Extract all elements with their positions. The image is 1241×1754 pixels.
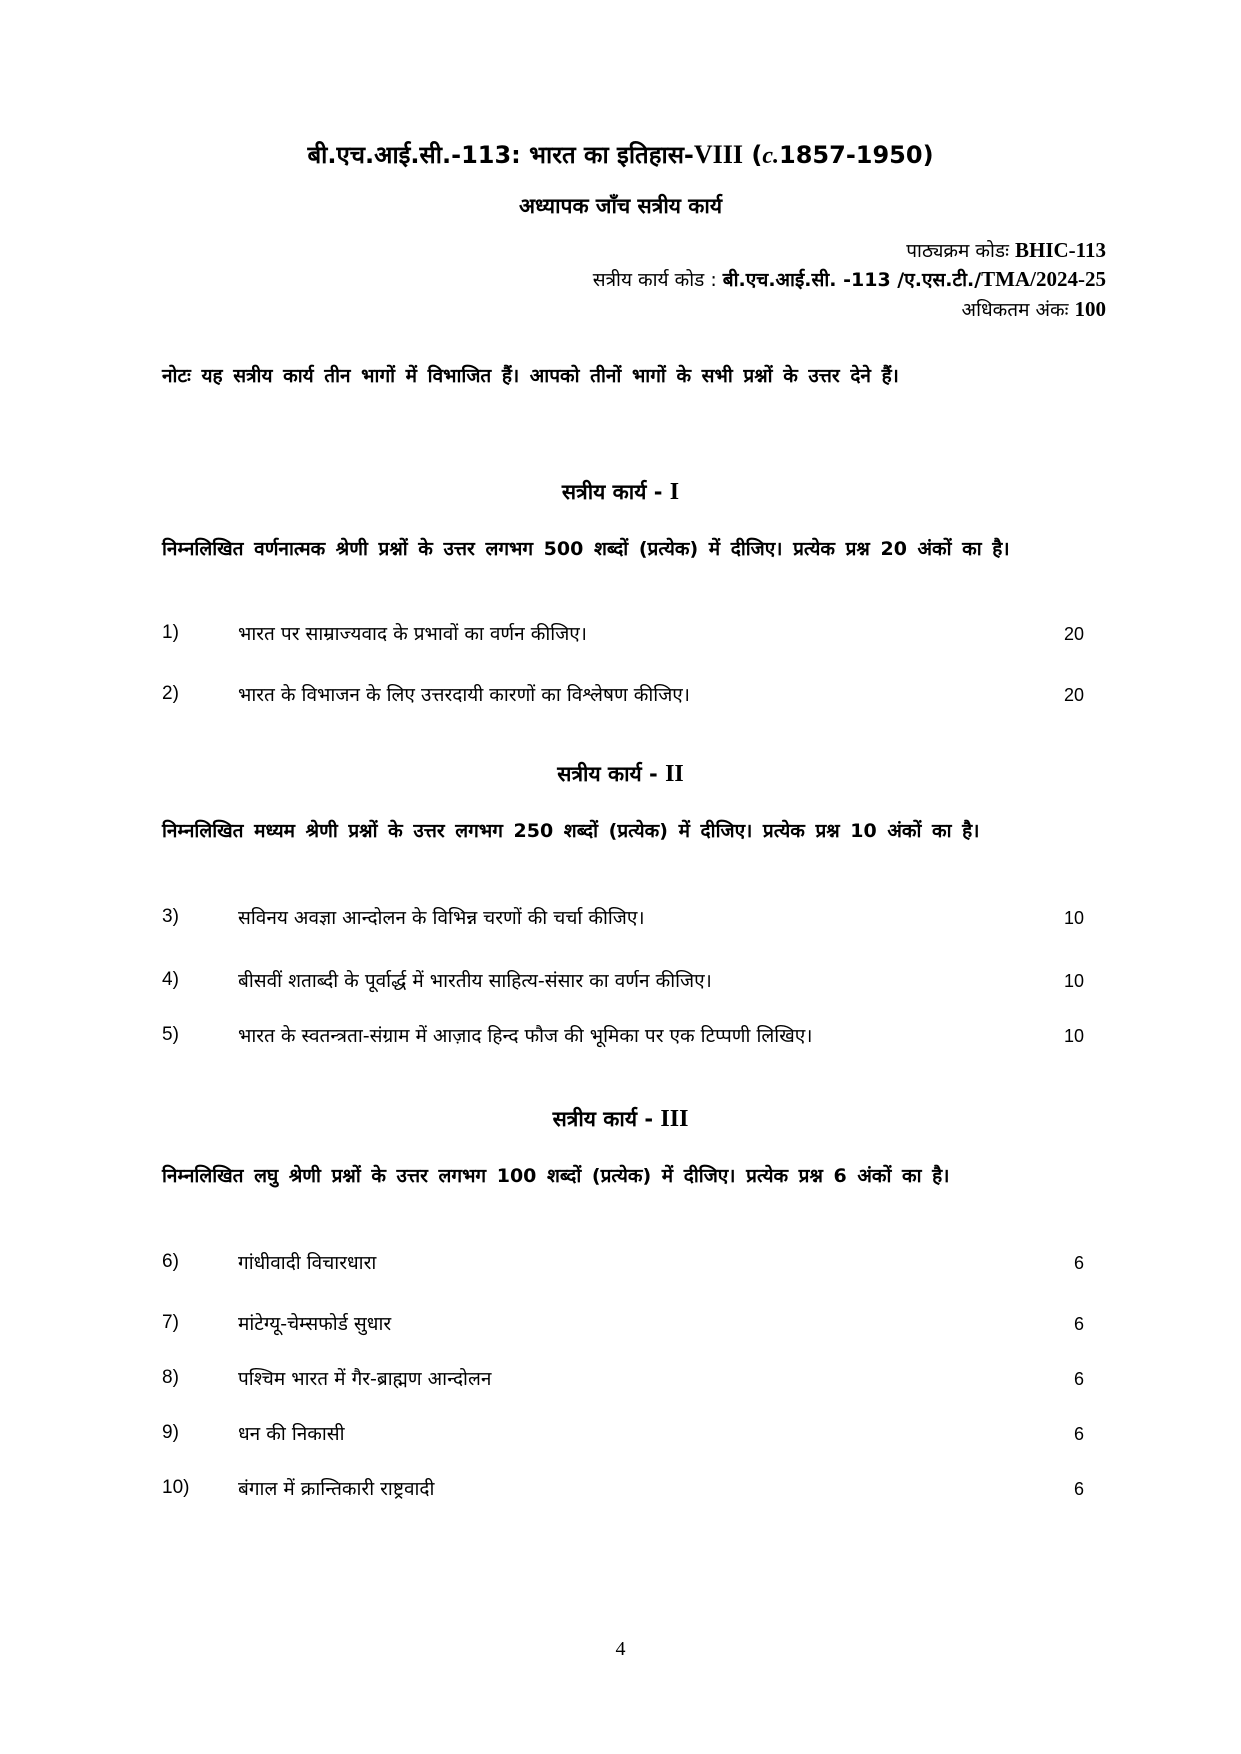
section-heading-1: [0, 478, 1241, 506]
section-roman: III: [660, 1106, 689, 1132]
section-instruction-2: निम्नलिखित मध्यम श्रेणी प्रश्नों के उत्तर लगभग 250 शब्दों (प्रत्येक) में दीजिए। प्रत्येक प्रश्न 10 अंकों का है।: [162, 820, 980, 842]
question-marks: 6: [1073, 1479, 1084, 1499]
question-text: भारत के स्वतन्त्रता-संग्राम में आज़ाद हिन्द फौज की भूमिका पर एक टिप्पणी लिखिए।: [238, 1025, 813, 1047]
document-title: बी.एच.आई.सी.-113: भारत का इतिहास-VIII (c.1857-1950): [307, 140, 934, 169]
question-marks: 6: [1073, 1424, 1084, 1444]
question-marks: 6: [1073, 1369, 1084, 1389]
max-marks-label: अधिकतम अंकः: [961, 299, 1069, 321]
course-code-label: पाठ्यक्रम कोडः: [906, 240, 1009, 262]
section-instruction-3: निम्नलिखित लघु श्रेणी प्रश्नों के उत्तर लगभग 100 शब्दों (प्रत्येक) में दीजिए। प्रत्येक प्रश्न 6 अंकों का है।: [162, 1165, 950, 1187]
question-number: 3): [162, 906, 179, 927]
section-heading-2: [0, 760, 1241, 788]
assignment-code-hindi: बी.एच.आई.सी. -113 /ए.एस.टी./: [722, 269, 982, 291]
question-number: 6): [162, 1251, 179, 1272]
question-text: मांटेग्यू-चेम्सफोर्ड सुधार: [238, 1313, 392, 1335]
section-roman: I: [669, 479, 680, 505]
section-heading-text: सत्रीय कार्य -: [557, 762, 658, 786]
page-number: 4: [615, 1638, 626, 1660]
course-code-line: [906, 237, 1106, 263]
question-marks: 6: [1073, 1314, 1084, 1334]
document-subtitle: अध्यापक जाँच सत्रीय कार्य: [518, 194, 723, 218]
question-number: 10): [162, 1477, 190, 1498]
question-number: 4): [162, 969, 179, 990]
question-number: 7): [162, 1312, 179, 1333]
question-marks: 20: [1063, 685, 1084, 705]
section-roman: II: [665, 761, 684, 787]
question-text: धन की निकासी: [238, 1423, 345, 1445]
question-marks: 10: [1063, 908, 1084, 928]
title-prefix: बी.एच.आई.सी.-113: भारत का इतिहास-: [307, 141, 694, 169]
question-text: भारत के विभाजन के लिए उत्तरदायी कारणों का विश्लेषण कीजिए।: [238, 684, 691, 706]
question-marks: 10: [1063, 971, 1084, 991]
course-code: BHIC-113: [1014, 238, 1106, 262]
title-circa: c.: [762, 143, 780, 169]
assignment-code-label: सत्रीय कार्य कोड :: [592, 269, 717, 291]
section-heading-text: सत्रीय कार्य -: [561, 480, 663, 504]
question-number: 5): [162, 1024, 179, 1045]
question-marks: 10: [1063, 1026, 1084, 1046]
assignment-code-line: [593, 266, 1106, 292]
question-marks: 6: [1073, 1253, 1084, 1273]
question-text: भारत पर साम्राज्यवाद के प्रभावों का वर्णन कीजिए।: [238, 623, 587, 645]
section-heading-text: सत्रीय कार्य -: [552, 1107, 654, 1131]
assignment-code-tail: TMA/2024-25: [981, 267, 1106, 291]
question-number: 2): [162, 683, 179, 704]
question-number: 1): [162, 622, 179, 643]
question-text: बीसवीं शताब्दी के पूर्वार्द्ध में भारतीय साहित्य-संसार का वर्णन कीजिए।: [238, 970, 712, 992]
question-text: गांधीवादी विचारधारा: [238, 1252, 377, 1274]
section-heading-3: [0, 1105, 1241, 1133]
max-marks-line: [962, 296, 1106, 322]
question-text: बंगाल में क्रान्तिकारी राष्ट्रवादी: [238, 1478, 435, 1500]
question-text: सविनय अवज्ञा आन्दोलन के विभिन्न चरणों की चर्चा कीजिए।: [238, 907, 645, 929]
note-paragraph: नोटः यह सत्रीय कार्य तीन भागों में विभाजित हैं। आपको तीनों भागों के सभी प्रश्नों के उत्तर देने हैं।: [162, 365, 899, 387]
question-marks: 20: [1063, 624, 1084, 644]
question-text: पश्चिम भारत में गैर-ब्राह्मण आन्दोलन: [238, 1368, 492, 1390]
section-instruction-1: निम्नलिखित वर्णनात्मक श्रेणी प्रश्नों के उत्तर लगभग 500 शब्दों (प्रत्येक) में दीजिए। प्रत्येक प्रश्न 20 अंकों का है।: [162, 538, 1010, 560]
title-years: 1857-1950: [779, 141, 923, 169]
question-number: 9): [162, 1422, 179, 1443]
title-roman: VIII: [693, 140, 744, 169]
question-number: 8): [162, 1367, 179, 1388]
max-marks: 100: [1074, 297, 1106, 321]
